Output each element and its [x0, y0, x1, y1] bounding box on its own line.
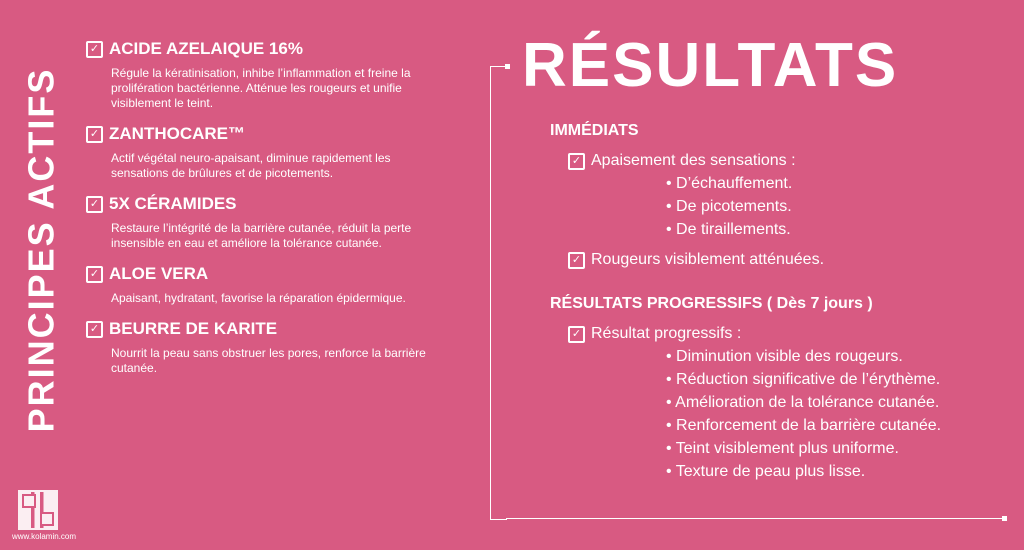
- result-sub-item: • Teint visiblement plus uniforme.: [666, 440, 899, 457]
- result-sub-item: • Renforcement de la barrière cutanée.: [666, 417, 942, 434]
- result-item: ✓ Rougeurs visiblement atténuées.: [568, 249, 1000, 271]
- checkbox-icon: ✓: [86, 126, 103, 143]
- result-sub-item: • Texture de peau plus lisse.: [666, 463, 866, 480]
- result-item: ✓ Résultat progressifs :: [568, 323, 1000, 345]
- results-panel: [550, 120, 1000, 483]
- checkbox-icon: ✓: [568, 153, 585, 170]
- ingredient-item: [86, 318, 466, 376]
- result-sub-item: • Réduction significative de l’érythème.: [666, 371, 941, 388]
- ingredient-name: BEURRE DE KARITE: [109, 319, 278, 338]
- ingredient-name: ALOE VERA: [109, 264, 209, 283]
- checkbox-icon: ✓: [568, 326, 585, 343]
- ingredient-description: Actif végétal neuro-apaisant, diminue rapidement les sensations de brûlures et de picotements.: [111, 151, 391, 180]
- checkbox-icon: ✓: [86, 266, 103, 283]
- ingredient-description: Restaure l’intégrité de la barrière cutanée, réduit la perte insensible en eau et améliore la tolérance cutanée.: [111, 221, 412, 250]
- bracket-connector: [490, 66, 507, 520]
- results-title: RÉSULTATS: [522, 31, 899, 100]
- connector-dot-icon: [1002, 516, 1007, 521]
- ingredient-item: [86, 123, 466, 181]
- bottom-rule: [506, 518, 1002, 519]
- side-title: [16, 30, 66, 470]
- ingredient-description: Régule la kératinisation, inhibe l’inflammation et freine la prolifération bactérienne. Atténue les rougeurs et unifie visiblement le teint.: [111, 66, 411, 110]
- result-sub-item: • D’échauffement.: [666, 175, 793, 192]
- result-sub-item: • Diminution visible des rougeurs.: [666, 348, 903, 365]
- ingredient-name: ZANTHOCARE™: [109, 124, 245, 143]
- ingredient-description: Apaisant, hydratant, favorise la réparation épidermique.: [111, 291, 406, 305]
- progressive-title: RÉSULTATS PROGRESSIFS ( Dès 7 jours ): [550, 295, 873, 312]
- immediate-title: IMMÉDIATS: [550, 122, 639, 139]
- ingredient-description: Nourrit la peau sans obstruer les pores, renforce la barrière cutanée.: [111, 346, 426, 375]
- ingredient-item: [86, 38, 466, 111]
- ingredient-name: ACIDE AZELAIQUE 16%: [109, 39, 303, 58]
- checkbox-icon: ✓: [86, 196, 103, 213]
- result-sub-item: • Amélioration de la tolérance cutanée.: [666, 394, 940, 411]
- side-title-text: PRINCIPES ACTIFS: [20, 67, 62, 433]
- result-sub-item: • De tiraillements.: [666, 221, 791, 238]
- ingredient-item: [86, 263, 466, 306]
- checkbox-icon: ✓: [86, 321, 103, 338]
- result-sub-item: • De picotements.: [666, 198, 792, 215]
- qr-code-icon: [20, 492, 56, 528]
- ingredient-item: [86, 193, 466, 251]
- checkbox-icon: ✓: [568, 252, 585, 269]
- footer-url: www.kolamin.com: [12, 532, 77, 541]
- ingredients-list: [86, 38, 466, 388]
- ingredient-name: 5X CÉRAMIDES: [109, 194, 237, 213]
- connector-dot-icon: [505, 64, 510, 69]
- checkbox-icon: ✓: [86, 41, 103, 58]
- result-item: ✓ Apaisement des sensations :: [568, 150, 1000, 172]
